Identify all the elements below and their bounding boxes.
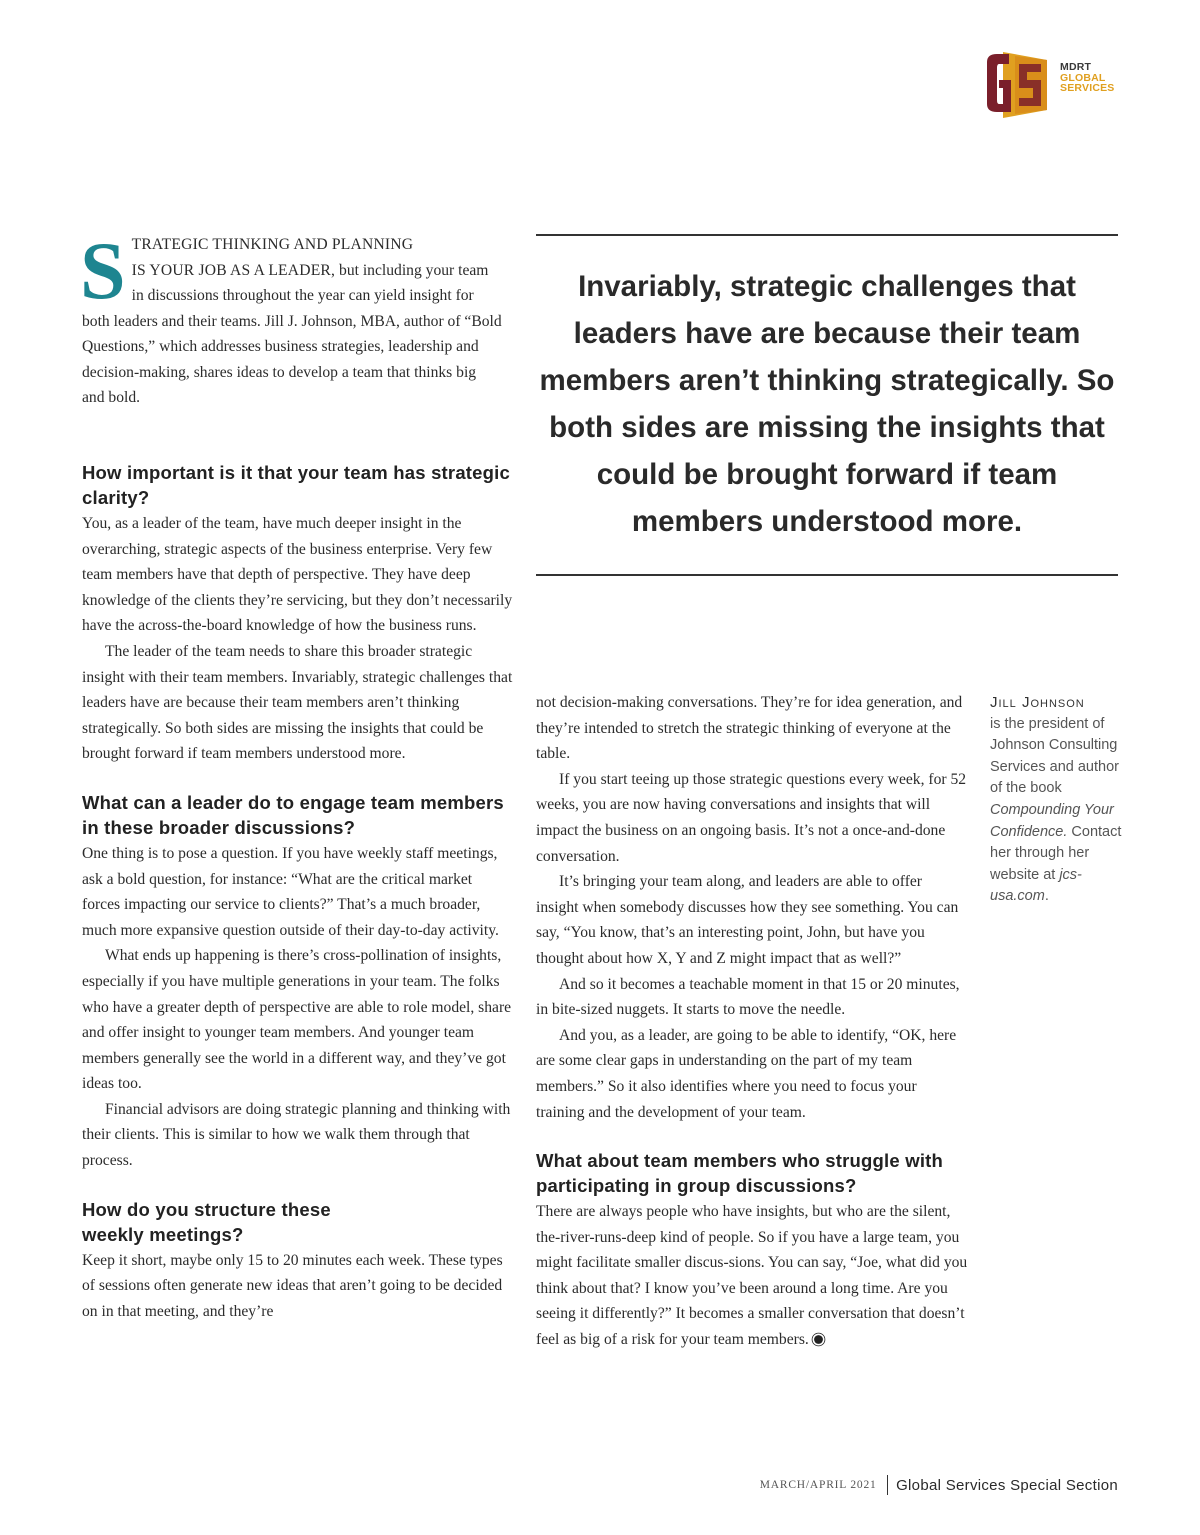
intro-caps-line-1: TRATEGIC THINKING AND PLANNING xyxy=(131,236,414,253)
logo-line-services: SERVICES xyxy=(1060,82,1115,94)
question-heading: What can a leader do to engage team members in these broader discussions? xyxy=(82,791,504,838)
end-mark-icon xyxy=(814,1335,823,1344)
paragraph: What ends up happening is there’s cross-pollination of insights, especially if you have multiple generations in your team. The folks who have a greater depth of perspective are able to role model, share and offer insight to younger team members. And younger team members generally see the world in a different way, and they’ve got ideas too. xyxy=(82,947,512,1093)
paragraph: If you start teeing up those strategic questions every week, for 52 weeks, you are now having conversations and insights that will impact the business on an ongoing basis. It’s not a once-and-done conversation. xyxy=(536,770,967,865)
paragraph xyxy=(536,1199,968,1353)
logo-wordmark xyxy=(1060,62,1115,94)
paragraph: not decision-making conversations. They’re for idea generation, and they’re intended to stretch the strategic thinking of everyone at the table. xyxy=(536,694,963,763)
section-name: Global Services Special Section xyxy=(896,1476,1118,1494)
bio-text: Contact her through her website at xyxy=(990,823,1122,883)
paragraph: Financial advisors are doing strategic planning and thinking with their clients. This is similar to how we walk them through that process. xyxy=(82,1100,511,1170)
book-title: Compounding Your Confidence. xyxy=(990,801,1114,840)
logo-line-global: GLOBAL xyxy=(1060,71,1106,84)
paragraph: Keep it short, maybe only 15 to 20 minutes each week. These types of sessions often generate new ideas that aren’t going to be decided on in that meeting, and they’re xyxy=(82,1251,503,1320)
paragraph: You, as a leader of the team, have much deeper insight in the overarching, strategic aspects of the business enterprise. Very few team members have that depth of perspective. They have deep knowledge of the clients they’re servicing, but they don’t necessarily have the across-the-board knowledge of how the business runs. xyxy=(82,515,513,635)
logo-line-mdrt: MDRT xyxy=(1060,61,1092,73)
website-link[interactable]: jcs-usa.com xyxy=(990,866,1082,905)
page-footer xyxy=(760,1475,1118,1495)
paragraph: The leader of the team needs to share this broader strategic insight with their team members. Invariably, strategic challenges that leaders have are because their team members aren’t thinking strategically. So both sides are missing the insights that could be brought forward if team members understood more. xyxy=(82,642,513,763)
paragraph: And so it becomes a teachable moment in that 15 or 20 minutes, in bite-sized nuggets. It starts to move the needle. xyxy=(536,975,960,1019)
article-intro xyxy=(80,225,502,411)
paragraph: And you, as a leader, are going to be able to identify, “OK, here are some clear gaps in understanding on the part of my team members.” So it also identifies where you need to focus your training and the development of your team. xyxy=(536,1026,957,1121)
issue-date: MARCH/APRIL 2021 xyxy=(759,1479,877,1491)
pull-quote-text: Invariably, strategic challenges that leaders have are because their team members aren’t thinking strategically. So both sides are missing the insights that could be brought forward if team members understood more. xyxy=(539,270,1115,538)
intro-body: but including your team in discussions throughout the year can yield insight for both leaders and their teams. Jill J. Johnson, MBA, author of “Bold Questions,” which addresses business strategies, leadership and decision-making, shares ideas to develop a team that thinks big and bold. xyxy=(82,261,502,406)
author-bio xyxy=(990,692,1130,908)
question-heading: How important is it that your team has strategic clarity? xyxy=(82,462,510,508)
question-heading: What about team members who struggle with participating in group discussions? xyxy=(536,1150,944,1197)
gs-logo-mark-icon xyxy=(985,48,1065,120)
pull-quote xyxy=(536,234,1118,576)
question-heading: How do you structure these weekly meetings? xyxy=(82,1198,331,1245)
paragraph: One thing is to pose a question. If you have weekly staff meetings, ask a bold question, for instance: “What are the critical market forces impacting our service to clients?” That’s a much broader, much more expansive question outside of their day-to-day activity. xyxy=(82,844,499,939)
bio-text: is the president of Johnson Consulting Services and author of the book xyxy=(990,715,1119,797)
paragraph-text: There are always people who have insights, but who are the silent, the-river-runs-deep kind of people. So if you have a large team, you might facilitate smaller discus-sions. You can say, “Joe, what did you think about that? I know you’ve been around a long time. Are you seeing it differently?” It becomes a smaller conversation that doesn’t feel as big of a risk for your team members. xyxy=(536,1203,968,1349)
article-column-1 xyxy=(82,460,514,1324)
author-name: Jill Johnson xyxy=(990,694,1085,711)
article-column-2 xyxy=(536,690,968,1353)
paragraph: It’s bringing your team along, and leaders are able to offer insight when somebody discusses how they see something. You can say, “You know, that’s an interesting point, John, but have you thought about how X, Y and Z might impact that as well?” xyxy=(536,873,959,967)
intro-caps-line-2: IS YOUR JOB AS A LEADER, xyxy=(131,261,336,279)
drop-cap: S xyxy=(80,225,126,316)
bio-text: . xyxy=(1044,888,1049,905)
footer-divider xyxy=(887,1475,889,1495)
